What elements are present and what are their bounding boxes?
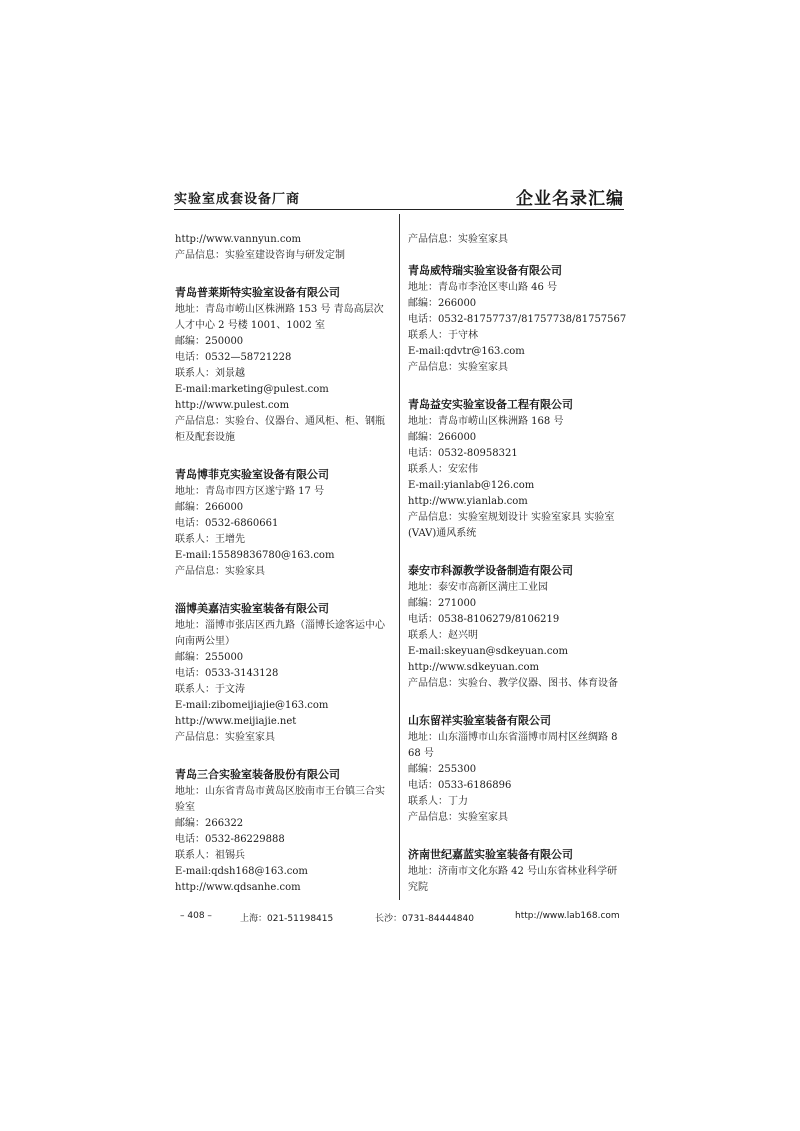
company-name: 青岛威特瑞实验室设备有限公司 bbox=[408, 264, 562, 277]
phone-line: 电话：0538-8106279/8106219 bbox=[408, 614, 560, 625]
email-line: E-mail:marketing@pulest.com bbox=[175, 384, 329, 395]
phone-line: 电话：0532-81757737/81757738/81757567 bbox=[408, 314, 627, 325]
page-number: – 408 – bbox=[180, 911, 212, 921]
email-line: E-mail:skeyuan@sdkeyuan.com bbox=[408, 646, 568, 657]
contact-line: 联系人：安宏伟 bbox=[408, 464, 478, 475]
phone-line: 电话：0532-80958321 bbox=[408, 448, 518, 459]
postcode-line: 邮编：266000 bbox=[175, 502, 244, 513]
product-line: 产品信息：实验台、教学仪器、图书、体育设备 bbox=[408, 678, 618, 689]
company-entry bbox=[408, 262, 627, 376]
contact-line: 联系人：于文涛 bbox=[175, 684, 245, 695]
company-name: 山东留祥实验室装备有限公司 bbox=[408, 714, 551, 727]
postcode-line: 邮编：255300 bbox=[408, 764, 477, 775]
company-entry bbox=[175, 466, 390, 580]
website-line: http://www.meijiajie.net bbox=[175, 716, 297, 727]
company-name: 济南世纪嘉蓝实验室装备有限公司 bbox=[408, 848, 573, 861]
company-entry bbox=[175, 600, 390, 746]
contact-line: 联系人：祖锡兵 bbox=[175, 850, 245, 861]
email-line: E-mail:qdsh168@163.com bbox=[175, 866, 308, 877]
postcode-line: 邮编：266000 bbox=[408, 432, 477, 443]
address-line: 地址：淄博市张店区西九路（淄博长途客运中心向南两公里） bbox=[175, 620, 385, 647]
phone-line: 电话：0532—58721228 bbox=[175, 352, 292, 363]
product-line: 产品信息：实验台、仪器台、通风柜、柜、钢瓶柜及配套设施 bbox=[175, 416, 385, 443]
postcode-line: 邮编：250000 bbox=[175, 336, 244, 347]
changsha-phone: 长沙：0731-84444840 bbox=[375, 914, 474, 924]
page-header bbox=[174, 184, 624, 208]
email-line: E-mail:zibomeijiajie@163.com bbox=[175, 700, 329, 711]
website-line: http://www.qdsanhe.com bbox=[175, 882, 301, 893]
contact-line: 联系人：丁力 bbox=[408, 796, 468, 807]
left-column bbox=[175, 232, 390, 896]
company-entry bbox=[175, 766, 390, 896]
section-title: 实验室成套设备厂商 bbox=[174, 192, 301, 207]
right-column bbox=[408, 232, 627, 896]
website-line: http://www.sdkeyuan.com bbox=[408, 662, 539, 673]
company-entry bbox=[408, 396, 623, 542]
company-name: 淄博美嘉洁实验室装备有限公司 bbox=[175, 602, 329, 615]
column-divider bbox=[399, 214, 400, 900]
company-name: 青岛普莱斯特实验室设备有限公司 bbox=[175, 286, 340, 299]
email-line: E-mail:qdvtr@163.com bbox=[408, 346, 525, 357]
address-line: 地址：山东淄博市山东省淄博市周村区丝绸路 868 号 bbox=[408, 732, 618, 759]
intro-line: 产品信息：实验室建设咨询与研发定制 bbox=[175, 250, 345, 261]
intro-line: 产品信息：实验室家具 bbox=[408, 234, 508, 245]
company-entry bbox=[408, 712, 623, 826]
contact-line: 联系人：王增先 bbox=[175, 534, 245, 545]
address-line: 地址：山东省青岛市黄岛区胶南市王台镇三合实验室 bbox=[175, 786, 385, 813]
company-entry bbox=[408, 562, 623, 692]
header-divider bbox=[174, 209, 624, 210]
book-title: 企业名录汇编 bbox=[516, 189, 624, 209]
contact-line: 联系人：于守林 bbox=[408, 330, 478, 341]
address-line: 地址：青岛市崂山区株洲路 168 号 bbox=[408, 416, 564, 427]
product-line: 产品信息：实验室家具 bbox=[175, 732, 275, 743]
footer-website: http://www.lab168.com bbox=[515, 911, 620, 921]
phone-line: 电话：0533-3143128 bbox=[175, 668, 279, 679]
address-line: 地址：泰安市高新区满庄工业园 bbox=[408, 582, 548, 593]
email-line: E-mail:15589836780@163.com bbox=[175, 550, 335, 561]
phone-line: 电话：0532-6860661 bbox=[175, 518, 279, 529]
shanghai-phone: 上海：021-51198415 bbox=[240, 914, 334, 924]
contact-line: 联系人：刘景越 bbox=[175, 368, 245, 379]
company-name: 青岛益安实验室设备工程有限公司 bbox=[408, 398, 573, 411]
company-entry bbox=[175, 284, 390, 446]
postcode-line: 邮编：266000 bbox=[408, 298, 477, 309]
postcode-line: 邮编：255000 bbox=[175, 652, 244, 663]
website-line: http://www.yianlab.com bbox=[408, 496, 528, 507]
address-line: 地址：济南市文化东路 42 号山东省林业科学研究院 bbox=[408, 866, 618, 893]
phone-line: 电话：0532-86229888 bbox=[175, 834, 285, 845]
phone-line: 电话：0533-6186896 bbox=[408, 780, 512, 791]
postcode-line: 邮编：271000 bbox=[408, 598, 477, 609]
email-line: E-mail:yianlab@126.com bbox=[408, 480, 535, 491]
website-line: http://www.pulest.com bbox=[175, 400, 290, 411]
address-line: 地址：青岛市四方区遂宁路 17 号 bbox=[175, 486, 325, 497]
postcode-line: 邮编：266322 bbox=[175, 818, 244, 829]
product-line: 产品信息：实验室规划设计 实验室家具 实验室(VAV)通风系统 bbox=[408, 512, 615, 539]
product-line: 产品信息：实验家具 bbox=[175, 566, 265, 577]
address-line: 地址：青岛市崂山区株洲路 153 号 青岛高层次人才中心 2 号楼 1001、1002 室 bbox=[175, 304, 384, 331]
company-entry bbox=[408, 846, 623, 896]
product-line: 产品信息：实验室家具 bbox=[408, 812, 508, 823]
intro-line: http://www.vannyun.com bbox=[175, 234, 301, 245]
address-line: 地址：青岛市李沧区枣山路 46 号 bbox=[408, 282, 558, 293]
company-name: 青岛三合实验室装备股份有限公司 bbox=[175, 768, 340, 781]
contact-line: 联系人：赵兴明 bbox=[408, 630, 478, 641]
product-line: 产品信息：实验室家具 bbox=[408, 362, 508, 373]
company-name: 泰安市科源教学设备制造有限公司 bbox=[408, 564, 573, 577]
company-name: 青岛博菲克实验室设备有限公司 bbox=[175, 468, 329, 481]
